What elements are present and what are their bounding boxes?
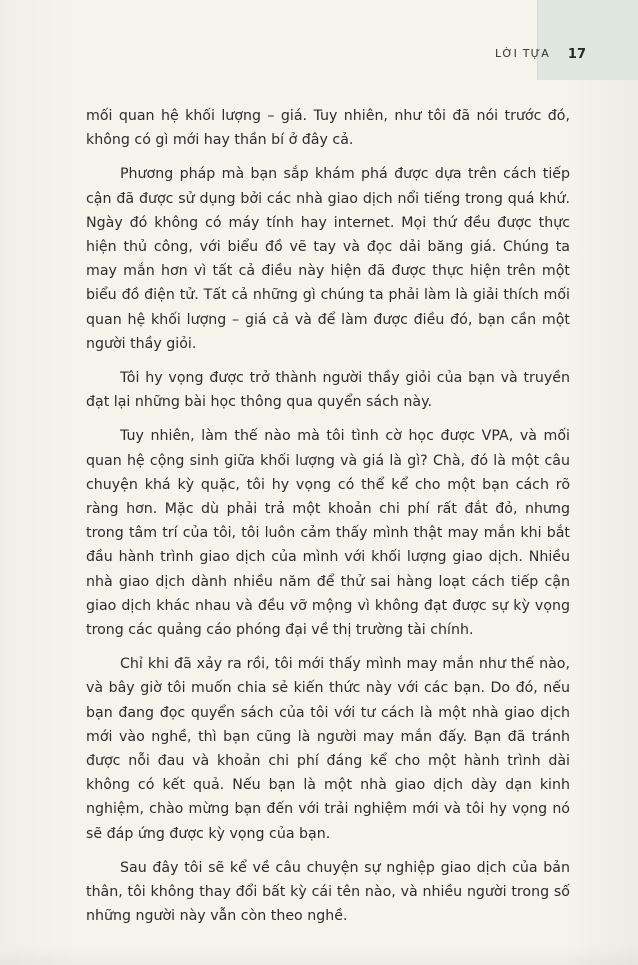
- paragraph-4: Tuy nhiên, làm thế nào mà tôi tình cờ học được VPA, và mối quan hệ cộng sinh giữa khối lượng và giá là gì? Chà, đó là một câu chuyện khá kỳ quặc, tôi hy vọng có thể kể cho một bạn cách rõ ràng hơn. Mặc dù phải trả một khoản chi phí rất đắt đỏ, nhưng trong tâm trí của tôi, tôi luôn cảm thấy mình thật may mắn khi bắt đầu hành trình giao dịch của mình với khối lượng giao dịch. Nhiều nhà giao dịch dành nhiều năm để thử sai hàng loạt cách tiếp cận giao dịch khác nhau và đều vỡ mộng vì không đạt được sự kỳ vọng trong các quảng cáo phóng đại về thị trường tài chính.: [86, 428, 570, 639]
- paragraph-1: mối quan hệ khối lượng – giá. Tuy nhiên, như tôi đã nói trước đó, không có gì mới hay thần bí ở đây cả.: [86, 108, 570, 149]
- paragraph-5: Chỉ khi đã xảy ra rồi, tôi mới thấy mình may mắn như thế nào, và bây giờ tôi muốn chia sẻ kiến thức này với các bạn. Do đó, nếu bạn đang đọc quyển sách của tôi với tư cách là một nhà giao dịch mới vào nghề, thì bạn cũng là người may mắn đấy. Bạn đã tránh được nỗi đau và khoản chi phí đáng kể cho một hành trình dài không có kết quả. Nếu bạn là một nhà giao dịch dày dạn kinh nghiệm, chào mừng bạn đến với trải nghiệm mới và tôi hy vọng nó sẽ đáp ứng được kỳ vọng của bạn.: [86, 656, 570, 842]
- paragraph-6: Sau đây tôi sẽ kể về câu chuyện sự nghiệp giao dịch của bản thân, tôi không thay đổi bất kỳ cái tên nào, và nhiều người trong số những người này vẫn còn theo nghề.: [86, 859, 570, 925]
- page-number: 17: [567, 47, 586, 62]
- running-head: LỜI TỰA: [495, 47, 550, 60]
- body-text: [86, 104, 570, 939]
- page-number-tab: [537, 0, 638, 80]
- page-bottom-shadow: [0, 945, 638, 965]
- paragraph-2: Phương pháp mà bạn sắp khám phá được dựa trên cách tiếp cận đã được sử dụng bởi các nhà giao dịch nổi tiếng trong quá khứ. Ngày đó không có máy tính hay internet. Mọi thứ đều được thực hiện thủ công, với biểu đồ vẽ tay và đọc dải băng giá. Chúng ta may mắn hơn vì tất cả điều này hiện đã được thực hiện trên một biểu đồ điện tử. Tất cả những gì chúng ta phải làm là giải thích mối quan hệ khối lượng – giá cả và để làm được điều đó, bạn cần một người thầy giỏi.: [86, 166, 570, 352]
- paragraph-3: Tôi hy vọng được trở thành người thầy giỏi của bạn và truyền đạt lại những bài học thông qua quyển sách này.: [86, 370, 570, 411]
